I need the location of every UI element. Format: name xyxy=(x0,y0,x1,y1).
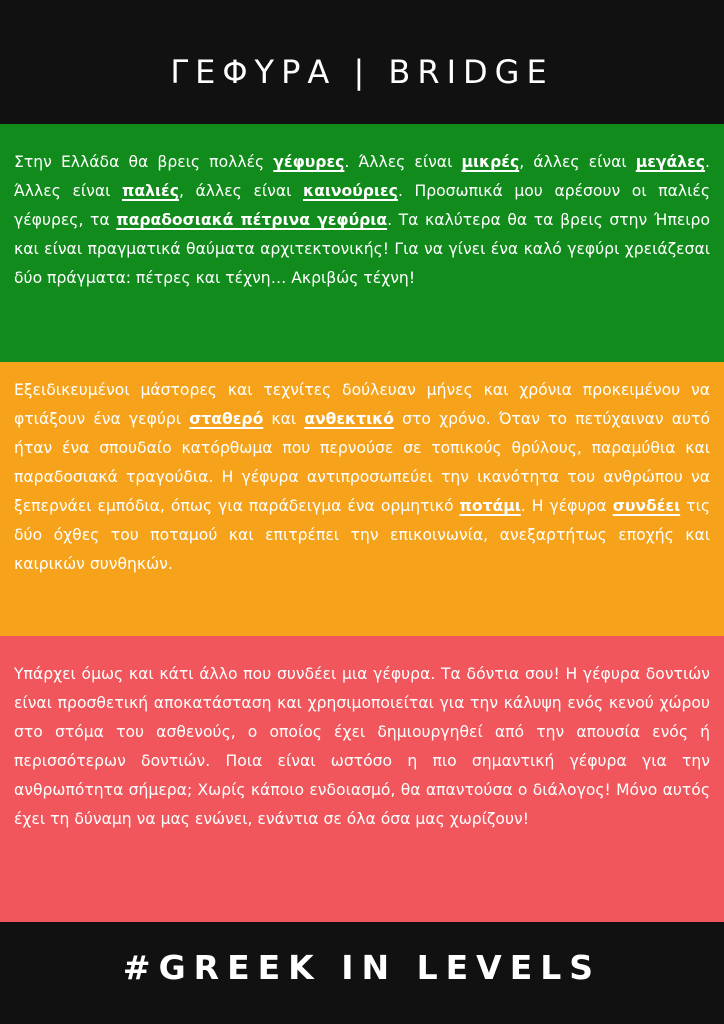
intro-text-6: . Προσωπικά μου αρέσουν οι παλιές γέφυρες, τα xyxy=(14,182,710,229)
keyword-gefyres: γέφυρες xyxy=(273,153,345,171)
keyword-anthektiko: ανθεκτικό xyxy=(304,410,394,428)
section-dialogue xyxy=(0,636,724,922)
craftsmen-text-1: Εξειδικευμένοι μάστορες και τεχνίτες δούλευαν μήνες και χρόνια προκειμένου να φτιάξουν ένα γεφύρι xyxy=(14,381,710,428)
keyword-petrina-gefyria: παραδοσιακά πέτρινα γεφύρια xyxy=(116,211,388,229)
intro-text-2: . Άλλες είναι xyxy=(344,153,462,171)
intro-text-5: , άλλες είναι xyxy=(178,182,304,200)
intro-text-1: Στην Ελλάδα θα βρεις πολλές xyxy=(14,153,274,171)
keyword-statero: σταθερό xyxy=(189,410,264,428)
keyword-kainouries: καινούριες xyxy=(303,182,398,200)
craftsmen-text-3: στο χρόνο. Όταν το πετύχαιναν αυτό ήταν ένα σπουδαίο κατόρθωμα που περνούσε σε τοπικούς θρύλους, παραμύθια και παραδοσιακά τραγούδια. Η γέφυρα αντιπροσωπεύει την ικανότητα του ανθρώπου να ξεπερνάει εμπόδια, όπως για παράδειγμα ένα ορμητικό xyxy=(14,410,710,515)
keyword-palies: παλιές xyxy=(122,182,179,200)
craftsmen-text-4: . Η γέφυρα xyxy=(520,497,613,515)
section-dialogue-paragraph: Υπάρχει όμως και κάτι άλλο που συνδέει μια γέφυρα. Τα δόντια σου! Η γέφυρα δοντιών είναι προσθετική αποκατάσταση και χρησιμοποιείται για την κάλυψη ενός κενού χώρου στο στόμα του ασθενούς, ο οποίος έχει δημιουργηθεί από την απουσία ενός ή περισσότερων δοντιών. Ποια είναι ωστόσο η πιο σημαντική γέφυρα για την ανθρωπότητα σήμερα; Χωρίς κάποιο ενδοιασμό, θα απαντούσα ο διάλογος! Μόνο αυτός έχει τη δύναμη να μας ενώνει, ενάντια σε όλα όσα μας χωρίζουν! xyxy=(14,665,710,828)
keyword-syndeei: συνδέει xyxy=(612,497,681,515)
section-intro-paragraph xyxy=(14,148,710,293)
craftsmen-text-5: τις δύο όχθες του ποταμού και επιτρέπει την επικοινωνία, ανεξαρτήτως εποχής και καιρικών συνθηκών. xyxy=(14,497,710,573)
footer-banner xyxy=(0,922,724,1024)
keyword-potami: ποτάμι xyxy=(459,497,521,515)
section-intro xyxy=(0,124,724,362)
intro-text-7: . Τα καλύτερα θα τα βρεις στην Ήπειρο και είναι πραγματικά θαύματα αρχιτεκτονικής! Για να γίνει ένα καλό γεφύρι χρειάζεσαι δύο πράγματα: πέτρες και τέχνη… Ακριβώς τέχνη! xyxy=(14,211,710,287)
intro-text-3: , άλλες είναι xyxy=(519,153,636,171)
intro-text-4: . Άλλες είναι xyxy=(14,153,710,200)
keyword-megales: μεγάλες xyxy=(635,153,706,171)
page-title: ΓΕΦΥΡΑ | BRIDGE xyxy=(170,53,554,91)
section-craftsmen xyxy=(0,362,724,636)
keyword-mikres: μικρές xyxy=(461,153,520,171)
footer-hashtag: #GREEK IN LEVELS xyxy=(122,948,602,987)
craftsmen-text-2: και xyxy=(263,410,305,428)
header-banner xyxy=(0,0,724,124)
section-craftsmen-paragraph xyxy=(14,376,710,579)
